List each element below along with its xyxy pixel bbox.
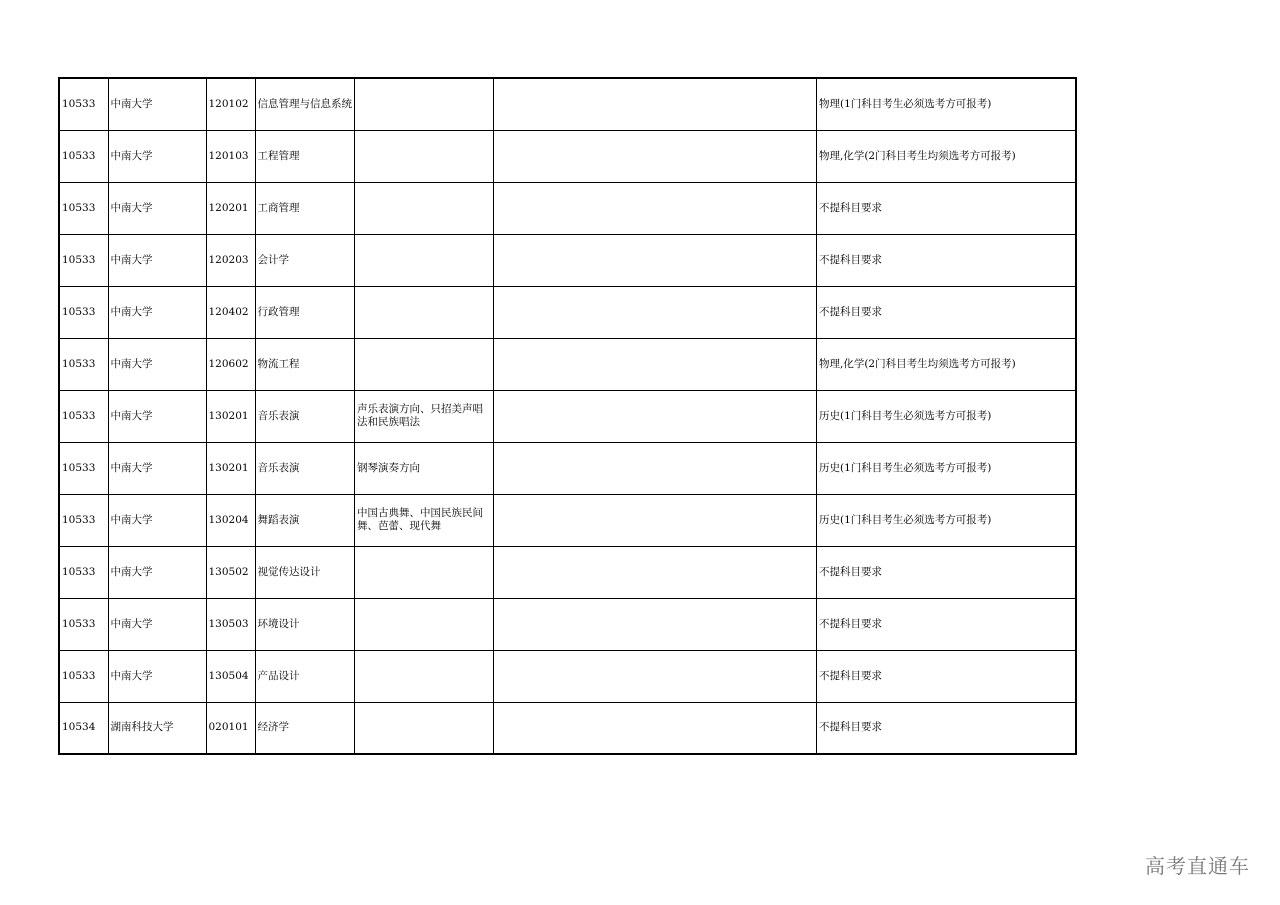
cell-major-name: 会计学 [255, 234, 355, 286]
cell-major-name: 行政管理 [255, 286, 355, 338]
cell-major-note [355, 650, 494, 702]
cell-blank [494, 702, 817, 754]
cell-major-name: 音乐表演 [255, 442, 355, 494]
cell-subject-requirement: 不提科目要求 [817, 598, 1076, 650]
table-row [59, 182, 1076, 234]
cell-school-code: 10533 [59, 286, 108, 338]
cell-major-note [355, 546, 494, 598]
cell-school-code: 10533 [59, 78, 108, 130]
cell-school-name: 中南大学 [108, 390, 206, 442]
cell-major-note [355, 130, 494, 182]
cell-major-name: 工程管理 [255, 130, 355, 182]
cell-major-name: 视觉传达设计 [255, 546, 355, 598]
cell-major-code: 120402 [206, 286, 255, 338]
cell-school-code: 10533 [59, 442, 108, 494]
cell-subject-requirement: 物理,化学(2门科目考生均须选考方可报考) [817, 338, 1076, 390]
cell-school-name: 中南大学 [108, 234, 206, 286]
table-row [59, 702, 1076, 754]
cell-school-name: 中南大学 [108, 442, 206, 494]
cell-major-name: 物流工程 [255, 338, 355, 390]
cell-major-name: 经济学 [255, 702, 355, 754]
cell-school-name: 湖南科技大学 [108, 702, 206, 754]
cell-blank [494, 442, 817, 494]
cell-school-name: 中南大学 [108, 650, 206, 702]
table-row [59, 286, 1076, 338]
table-row [59, 494, 1076, 546]
cell-school-name: 中南大学 [108, 130, 206, 182]
cell-school-name: 中南大学 [108, 286, 206, 338]
cell-school-code: 10533 [59, 650, 108, 702]
cell-major-code: 130201 [206, 442, 255, 494]
table-row [59, 650, 1076, 702]
cell-school-code: 10533 [59, 130, 108, 182]
table-row [59, 598, 1076, 650]
table-row [59, 338, 1076, 390]
table-body [59, 78, 1076, 754]
cell-school-code: 10533 [59, 598, 108, 650]
cell-major-name: 产品设计 [255, 650, 355, 702]
cell-major-name: 信息管理与信息系统 [255, 78, 355, 130]
cell-subject-requirement: 历史(1门科目考生必须选考方可报考) [817, 494, 1076, 546]
cell-major-name: 环境设计 [255, 598, 355, 650]
cell-major-code: 020101 [206, 702, 255, 754]
cell-school-name: 中南大学 [108, 78, 206, 130]
cell-major-code: 120103 [206, 130, 255, 182]
cell-major-code: 120102 [206, 78, 255, 130]
cell-major-code: 130204 [206, 494, 255, 546]
cell-school-code: 10533 [59, 390, 108, 442]
cell-major-name: 工商管理 [255, 182, 355, 234]
cell-major-name: 舞蹈表演 [255, 494, 355, 546]
cell-school-code: 10533 [59, 546, 108, 598]
cell-school-code: 10533 [59, 234, 108, 286]
cell-major-note [355, 702, 494, 754]
cell-major-note [355, 598, 494, 650]
cell-school-name: 中南大学 [108, 338, 206, 390]
cell-major-code: 120201 [206, 182, 255, 234]
cell-subject-requirement: 不提科目要求 [817, 650, 1076, 702]
cell-subject-requirement: 物理(1门科目考生必须选考方可报考) [817, 78, 1076, 130]
cell-blank [494, 130, 817, 182]
table-row [59, 546, 1076, 598]
cell-school-code: 10533 [59, 494, 108, 546]
cell-subject-requirement: 历史(1门科目考生必须选考方可报考) [817, 390, 1076, 442]
cell-major-code: 120602 [206, 338, 255, 390]
cell-subject-requirement: 不提科目要求 [817, 286, 1076, 338]
cell-blank [494, 338, 817, 390]
cell-blank [494, 494, 817, 546]
cell-blank [494, 598, 817, 650]
requirements-table [58, 77, 1077, 755]
table-row [59, 234, 1076, 286]
cell-major-code: 130503 [206, 598, 255, 650]
cell-major-note [355, 286, 494, 338]
cell-major-code: 120203 [206, 234, 255, 286]
cell-subject-requirement: 物理,化学(2门科目考生均须选考方可报考) [817, 130, 1076, 182]
cell-blank [494, 78, 817, 130]
table-row [59, 78, 1076, 130]
cell-blank [494, 390, 817, 442]
cell-blank [494, 650, 817, 702]
cell-blank [494, 234, 817, 286]
cell-major-note [355, 78, 494, 130]
cell-major-note [355, 234, 494, 286]
cell-school-name: 中南大学 [108, 598, 206, 650]
cell-blank [494, 286, 817, 338]
cell-subject-requirement: 不提科目要求 [817, 702, 1076, 754]
cell-major-code: 130201 [206, 390, 255, 442]
cell-major-name: 音乐表演 [255, 390, 355, 442]
cell-blank [494, 546, 817, 598]
cell-major-note [355, 338, 494, 390]
cell-major-note: 声乐表演方向、只招美声唱法和民族唱法 [355, 390, 494, 442]
cell-subject-requirement: 不提科目要求 [817, 234, 1076, 286]
cell-major-code: 130502 [206, 546, 255, 598]
cell-subject-requirement: 不提科目要求 [817, 182, 1076, 234]
cell-major-code: 130504 [206, 650, 255, 702]
cell-major-note: 中国古典舞、中国民族民间舞、芭蕾、现代舞 [355, 494, 494, 546]
cell-subject-requirement: 不提科目要求 [817, 546, 1076, 598]
cell-school-name: 中南大学 [108, 546, 206, 598]
cell-school-code: 10533 [59, 182, 108, 234]
cell-school-name: 中南大学 [108, 494, 206, 546]
cell-major-note [355, 182, 494, 234]
cell-school-code: 10533 [59, 338, 108, 390]
cell-major-note: 钢琴演奏方向 [355, 442, 494, 494]
table-row [59, 130, 1076, 182]
cell-school-code: 10534 [59, 702, 108, 754]
cell-school-name: 中南大学 [108, 182, 206, 234]
table-row [59, 390, 1076, 442]
cell-blank [494, 182, 817, 234]
watermark-text: 高考直通车 [1145, 854, 1250, 878]
table-row [59, 442, 1076, 494]
cell-subject-requirement: 历史(1门科目考生必须选考方可报考) [817, 442, 1076, 494]
